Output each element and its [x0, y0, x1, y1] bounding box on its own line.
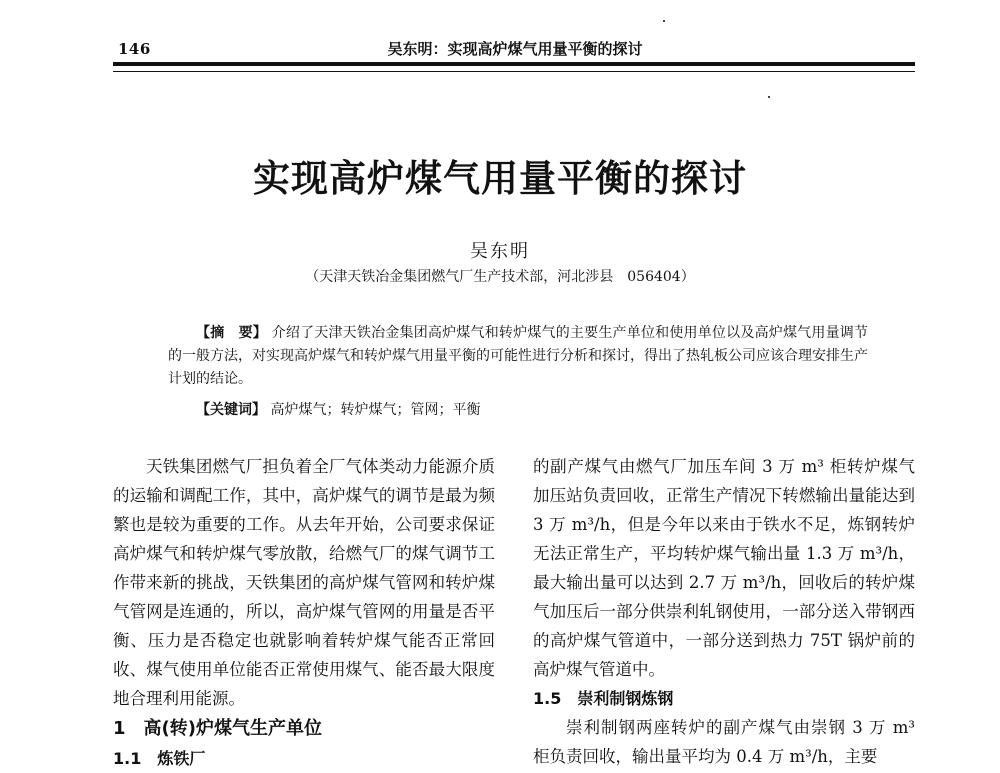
abstract	[168, 322, 868, 391]
body-paragraph: 的副产煤气由燃气厂加压车间 3 万 m³ 柜转炉煤气加压站负责回收，正常生产情况下转燃输出量能达到 3 万 m³/h，但是今年以来由于铁水不足，炼钢转炉无法正常生产，平均转炉煤气输出量 1.3 万 m³/h，最大输出量可以达到 2.7 万 m³/h，回收后的转炉煤气加压后一部分供崇利轧钢使用，一部分送入带钢西的高炉煤气管道中，一部分送到热力 75T 锅炉前的高炉煤气管道中。	[533, 457, 915, 679]
header-rule-thick	[113, 62, 915, 66]
header-rule-thin	[113, 71, 915, 72]
body-column-left	[113, 452, 495, 773]
scan-speck	[768, 96, 770, 98]
abstract-label: 【摘 要】	[196, 325, 268, 341]
author-affiliation: （天津天铁冶金集团燃气厂生产技术部，河北涉县 056404）	[305, 269, 695, 285]
keywords-text: 高炉煤气；转炉煤气；管网；平衡	[270, 402, 481, 418]
keywords-label: 【关键词】	[196, 402, 266, 418]
author-name: 吴东明	[470, 241, 530, 262]
body-paragraph: 天铁集团燃气厂担负着全厂气体类动力能源介质的运输和调配工作，其中，高炉煤气的调节是最为频繁也是较为重要的工作。从去年开始，公司要求保证高炉煤气和转炉煤气零放散，给燃气厂的煤气调节工作带来新的挑战，天铁集团的高炉煤气管网和转炉煤气管网是连通的，所以，高炉煤气管网的用量是否平衡、压力是否稳定也就影响着转炉煤气能否正常回收、煤气使用单位能否正常使用煤气、能否最大限度地合理利用能源。	[113, 457, 495, 708]
section-heading: 1 高(转)炉煤气生产单位	[113, 718, 322, 739]
subsection-heading: 1.1 炼铁厂	[113, 749, 206, 768]
scan-speck	[663, 20, 665, 22]
subsection-heading: 1.5 崇利制钢炼钢	[533, 689, 674, 708]
keywords	[196, 399, 868, 422]
page-number: 146	[118, 40, 151, 58]
article-title: 实现高炉煤气用量平衡的探讨	[253, 156, 747, 200]
body-paragraph: 崇利制钢两座转炉的副产煤气由崇钢 3 万 m³ 柜负责回收，输出量平均为 0.4 万 m³/h，主要	[533, 718, 915, 766]
body-column-right	[533, 452, 915, 771]
abstract-text: 介绍了天津天铁冶金集团高炉煤气和转炉煤气的主要生产单位和使用单位以及高炉煤气用量调节的一般方法，对实现高炉煤气和转炉煤气用量平衡的可能性进行分析和探讨，得出了热轧板公司应该合理安排生产计划的结论。	[168, 325, 868, 387]
running-title: 吴东明：实现高炉煤气用量平衡的探讨	[387, 40, 643, 58]
